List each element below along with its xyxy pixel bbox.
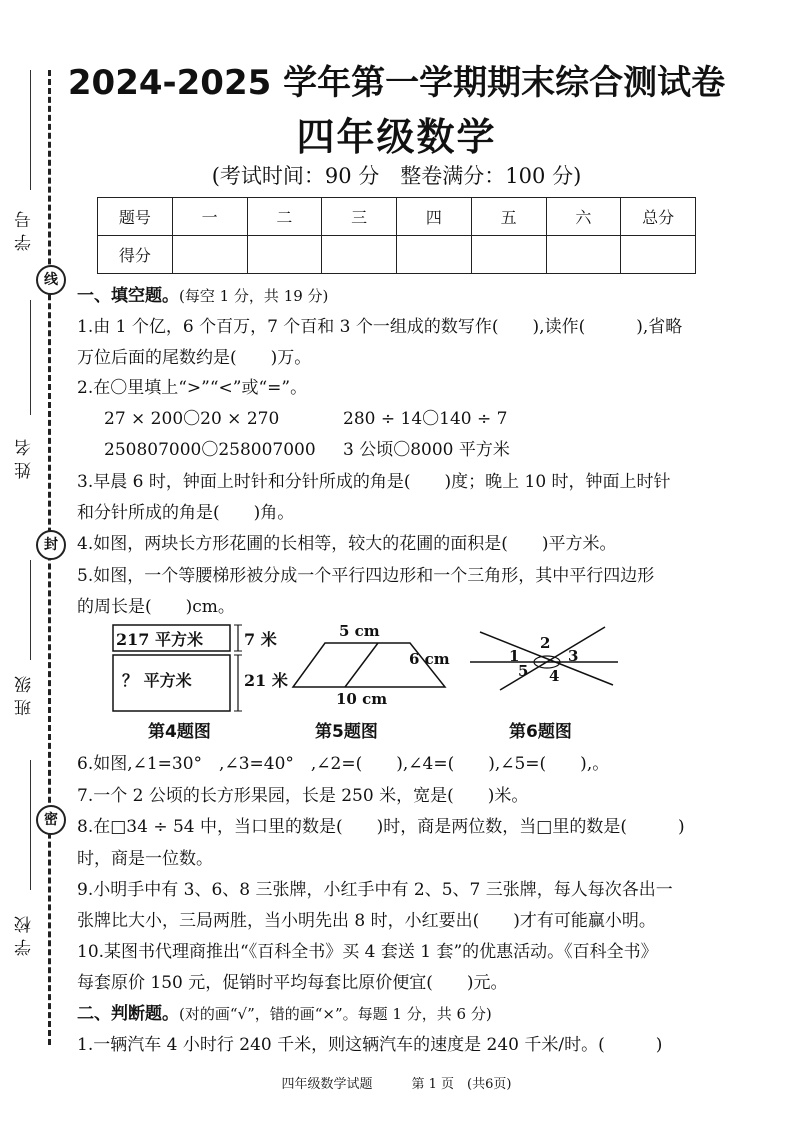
fig6-angle-4: 4 [549,667,560,685]
table-cell: 总分 [621,198,696,236]
fig6-angle-3: 3 [568,647,579,665]
compare-item: 280 ÷ 14〇140 ÷ 7 [343,409,508,429]
score-table [97,197,696,274]
question-line: 9.小明手中有 3、6、8 三张牌，小红手中有 2、5、7 三张牌，每人每次各出一 [77,880,673,900]
question-line: 的周长是( )cm。 [77,597,235,617]
figure-6 [465,622,625,692]
page-footer: 四年级数学试题 第 1 页 (共6页) [281,1077,512,1092]
class-label: 班级 [15,670,35,716]
seal-mi: 密 [36,805,66,835]
table-cell: 一 [172,198,247,236]
question-line: 7.一个 2 公顷的长方形果园，长是 250 米，宽是( )米。 [77,786,529,806]
fig6-angle-2: 2 [540,634,551,652]
name-label: 姓名 [15,433,35,479]
section1-heading: 一、填空题。 [77,286,179,306]
section1-heading-line [77,281,328,306]
exam-info: (考试时间：90 分 整卷满分：100 分) [211,164,582,188]
score-cell[interactable] [247,236,322,274]
subject-title: 四年级数学 [296,115,497,159]
table-cell: 四 [397,198,472,236]
question-line: 6.如图,∠1=30° ,∠3=40° ,∠2=( ),∠4=( ),∠5=( ),。 [77,754,610,774]
score-cell[interactable] [621,236,696,274]
fig4-top-length: 7 米 [244,630,277,649]
score-cell[interactable] [397,236,472,274]
name-rule [30,300,31,415]
seal-xian: 线 [36,265,66,295]
student-id-label: 学号 [15,205,35,251]
question-line: 张牌比大小，三局两胜，当小明先出 8 时，小红要出( )才有可能赢小明。 [77,911,656,931]
fig4-caption: 第4题图 [148,722,211,742]
compare-item: 3 公顷〇8000 平方米 [343,440,510,460]
fig5-caption: 第5题图 [315,722,378,742]
fig5-bottom-label: 10 cm [336,690,388,708]
table-cell: 题号 [98,198,173,236]
table-cell: 三 [322,198,397,236]
school-rule [30,760,31,890]
table-cell: 五 [471,198,546,236]
exam-title: 2024-2025 学年第一学期期末综合测试卷 [67,63,726,103]
section2-note: (对的画“√”，错的画“×”。每题 1 分，共 6 分) [179,1005,492,1023]
question-line: 2.在〇里填上“>”“<”或“=”。 [77,378,308,398]
fig4-top-label: 217 平方米 [116,630,203,649]
question-line: 1.一辆汽车 4 小时行 240 千米，则这辆汽车的速度是 240 千米/时。( ) [77,1035,663,1055]
question-line: 时，商是一位数。 [77,849,213,869]
section2-heading-line [77,999,492,1024]
question-line: 5.如图，一个等腰梯形被分成一个平行四边形和一个三角形，其中平行四边形 [77,566,655,586]
section1-note: (每空 1 分，共 19 分) [179,287,329,305]
score-cell[interactable] [322,236,397,274]
question-line: 4.如图，两块长方形花圃的长相等，较大的花圃的面积是( )平方米。 [77,534,617,554]
question-line: 万位后面的尾数约是( )万。 [77,348,312,368]
fig5-top-label: 5 cm [339,622,380,640]
section2-heading: 二、判断题。 [77,1004,179,1024]
compare-item: 27 × 200〇20 × 270 [104,409,280,429]
score-cell[interactable] [172,236,247,274]
class-rule [30,560,31,660]
score-cell[interactable] [471,236,546,274]
table-cell: 二 [247,198,322,236]
fig6-angle-1: 1 [509,647,520,665]
compare-item: 250807000〇258007000 [104,440,316,460]
question-line: 8.在□34 ÷ 54 中，当口里的数是( )时，商是两位数，当□里的数是( ) [77,817,685,837]
question-line: 1.由 1 个亿，6 个百万，7 个百和 3 个一组成的数写作( ),读作( ),省略 [77,317,683,337]
question-line: 10.某图书代理商推出“《百科全书》买 4 套送 1 套”的优惠活动。《百科全书》 [77,942,658,962]
table-cell: 得分 [98,236,173,274]
score-table-score-row [98,236,696,274]
fig5-side-label: 6 cm [409,650,450,668]
table-cell: 六 [546,198,621,236]
fig6-caption: 第6题图 [509,722,572,742]
seal-feng: 封 [36,530,66,560]
score-table-header-row [98,198,696,236]
fig4-bottom-length: 21 米 [244,671,288,690]
question-line: 和分针所成的角是( )角。 [77,503,295,523]
question-line: 每套原价 150 元，促销时平均每套比原价便宜( )元。 [77,973,508,993]
score-cell[interactable] [546,236,621,274]
school-label: 学校 [15,910,35,956]
fig4-bottom-label: ？ 平方米 [122,671,192,690]
fig6-angle-5: 5 [518,662,529,680]
question-line: 3.早晨 6 时，钟面上时针和分针所成的角是( )度；晚上 10 时，钟面上时针 [77,472,671,492]
divider-line [345,643,378,687]
